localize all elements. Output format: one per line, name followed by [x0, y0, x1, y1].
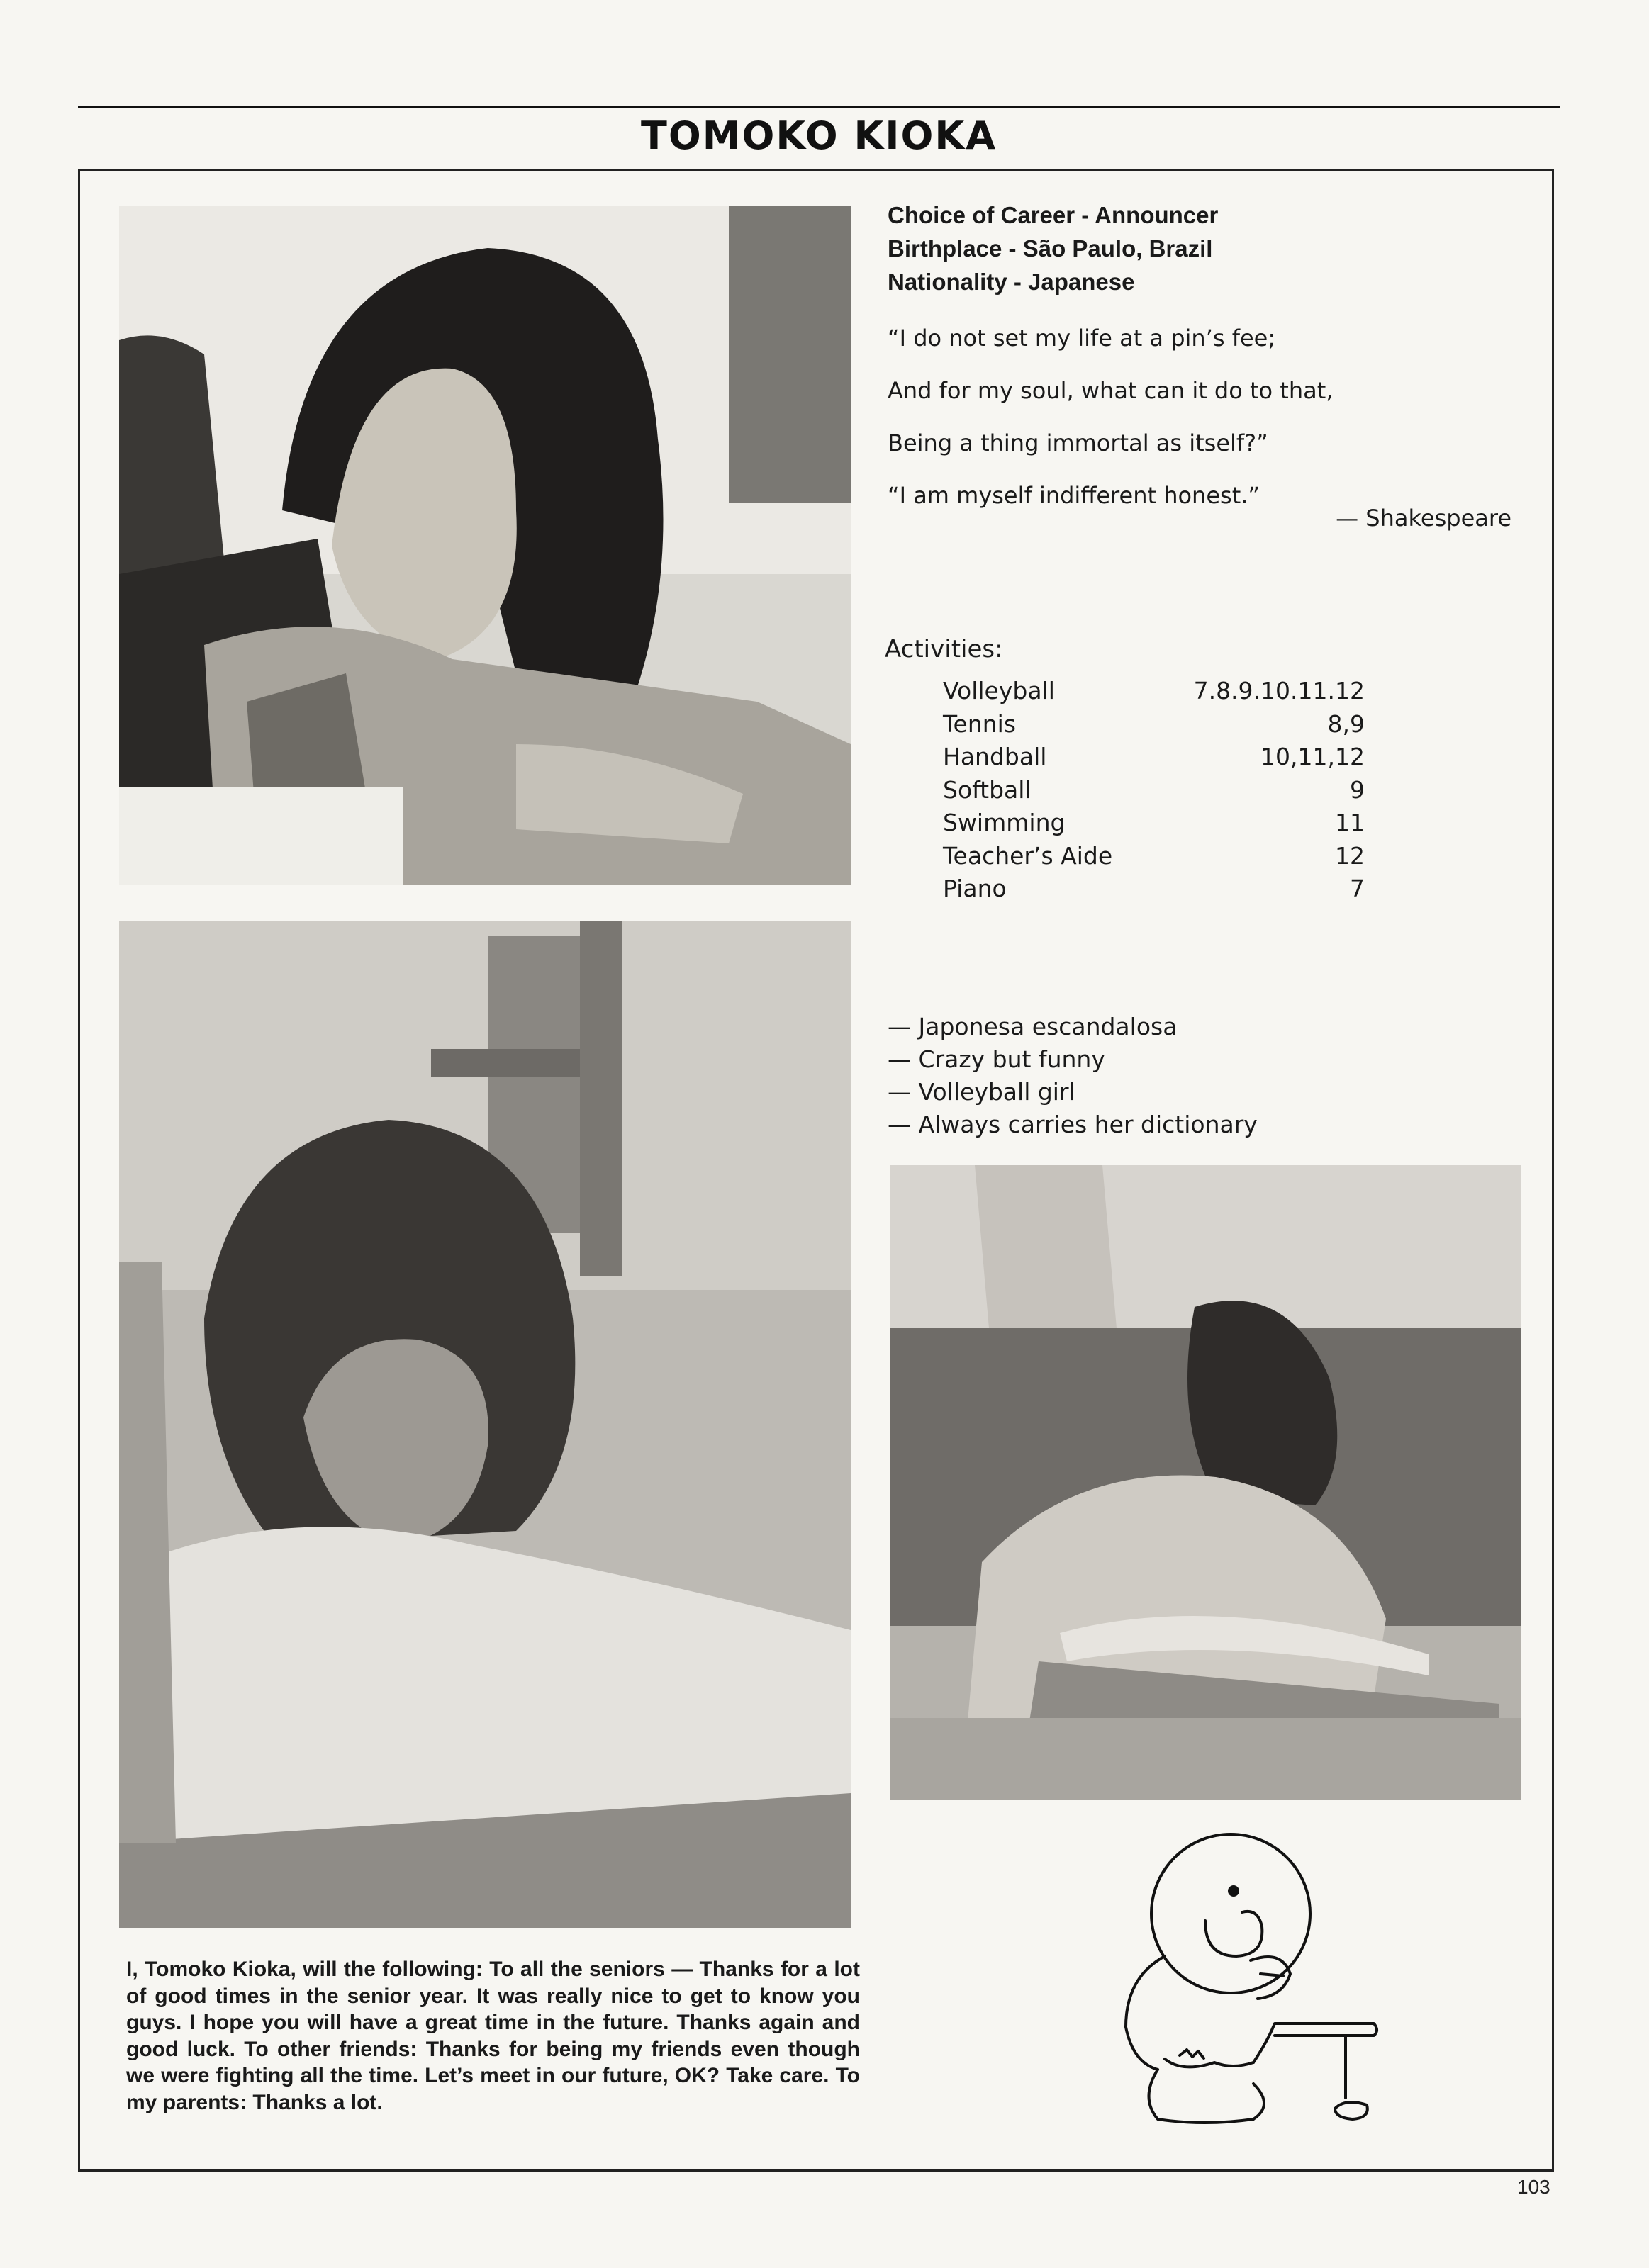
nationality-fact: Nationality - Japanese [888, 269, 1135, 295]
activity-row [943, 741, 1365, 774]
activity-years: 10,11,12 [1260, 743, 1365, 770]
activity-name: Volleyball [943, 677, 1055, 704]
activity-row [943, 807, 1365, 840]
activity-years: 8,9 [1327, 709, 1365, 738]
nicknames-list [888, 1011, 1258, 1141]
nickname-item: — Crazy but funny [888, 1045, 1105, 1073]
activity-name: Tennis [943, 709, 1017, 738]
quote-line: “I do not set my life at a pin’s fee; [888, 325, 1276, 352]
classroom-photo-left [119, 921, 851, 1928]
activity-row [943, 708, 1365, 741]
career-fact: Choice of Career - Announcer [888, 202, 1219, 228]
activity-row [943, 675, 1365, 708]
activity-name: Teacher’s Aide [943, 841, 1113, 870]
activity-years: 12 [1335, 841, 1365, 870]
birthplace-fact: Birthplace - São Paulo, Brazil [888, 235, 1213, 262]
activity-row [943, 872, 1365, 906]
activity-years: 7 [1350, 875, 1365, 902]
quote-block [888, 312, 1526, 532]
activity-years: 9 [1350, 775, 1365, 804]
activity-years: 7.8.9.10.11.12 [1193, 677, 1365, 704]
activity-name: Swimming [943, 809, 1066, 836]
cartoon-doodle-icon [1041, 1829, 1438, 2140]
profile-facts [888, 198, 1218, 298]
quote-line: Being a thing immortal as itself?” [888, 430, 1268, 456]
activity-name: Handball [943, 743, 1047, 770]
quote-attribution: — Shakespeare [1336, 505, 1511, 532]
nickname-item: — Volleyball girl [888, 1078, 1075, 1106]
activity-name: Piano [943, 875, 1007, 902]
activity-years: 11 [1335, 809, 1365, 836]
senior-will-text: I, Tomoko Kioka, will the following: To all the seniors — Thanks for a lot of good times in the senior year. It was really nice to get to know you guys. I hope you will have a great time in the future. Thanks again and good luck. To other friends: Thanks for being my friends even though we were fighting all the time. Let’s meet in our future, OK? Take care. To my parents: Thanks a lot. [126, 1958, 860, 2114]
activity-name: Softball [943, 775, 1032, 804]
quote-line: “I am myself indifferent honest.” [888, 482, 1260, 509]
activity-row [943, 840, 1365, 873]
page-number: 103 [1517, 2176, 1550, 2198]
header-rule [78, 106, 1560, 108]
quote-line: And for my soul, what can it do to that, [888, 377, 1334, 404]
nickname-item: — Japonesa escandalosa [888, 1013, 1178, 1040]
classroom-photo-right [890, 1165, 1521, 1800]
nickname-item: — Always carries her dictionary [888, 1111, 1258, 1138]
activities-heading: Activities: [885, 635, 1003, 663]
portrait-photo [119, 206, 851, 885]
student-name: TOMOKO KIOKA [641, 113, 997, 158]
activity-row [943, 774, 1365, 807]
activities-list [943, 675, 1365, 906]
